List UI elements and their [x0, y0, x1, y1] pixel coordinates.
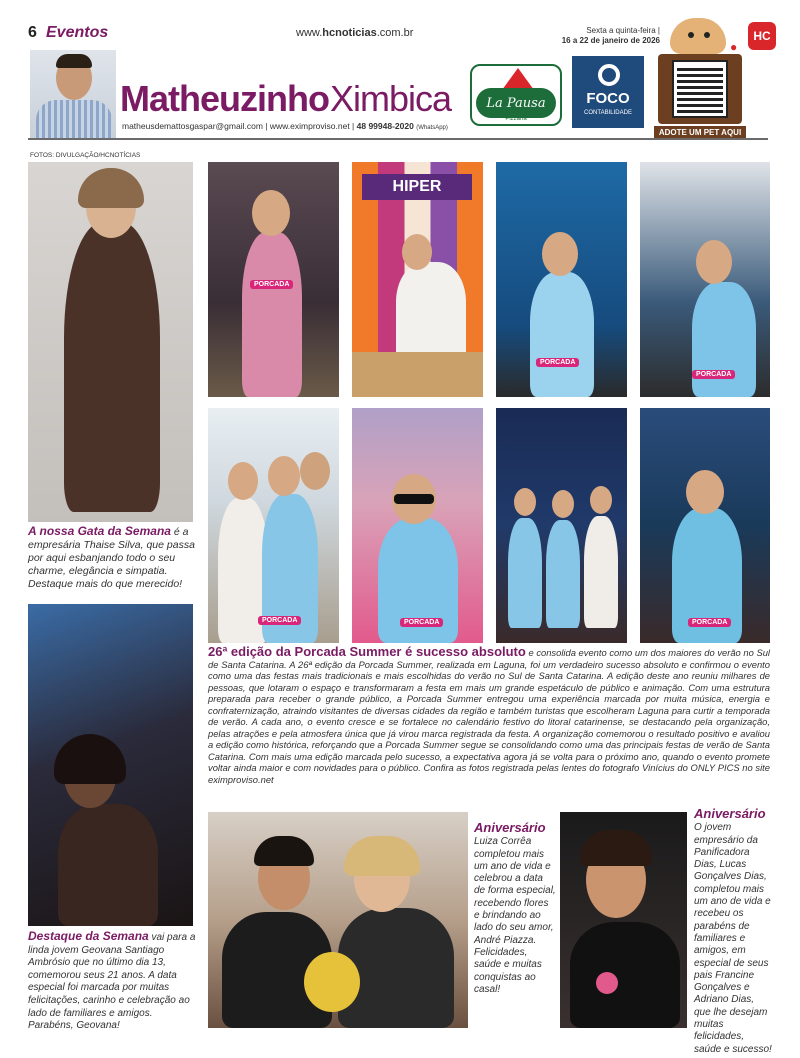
columnist-contact — [122, 121, 448, 131]
destaque-caption — [28, 930, 196, 1033]
section-title: Eventos — [46, 24, 109, 41]
sponsor-foco-logo[interactable] — [572, 56, 644, 128]
header-divider — [28, 138, 768, 140]
page-number: 6 — [28, 24, 37, 41]
contact-phone[interactable]: 48 99948-2020 — [356, 121, 414, 131]
gata-text: é a empresária Thaise Silva, que passa por aqui esbanjando todo o seu charme, elegância e simpatia. Destaque mais do que merecido! — [28, 526, 195, 590]
porcada-tag: PORCADA — [536, 358, 579, 367]
article-body: e consolida evento como um dos maiores do verão no Sul de Santa Catarina. A 26ª edição da Porcada Summer, realizada em Laguna, foi um verdadeiro sucesso absoluto e confirmou o evento como uma das festas mais tradicionais e mais escolhidas do verão no Sul de Santa Catarina. A edição deste ano reuniu milhares de pessoas, que lotaram o espaço e transformaram a festa em mais um grande espetáculo de público e animação. Com uma estrutura preparada para receber o grande público, a Porcada Summer entregou uma experiência marcada por muita música, energia e confraternização, atraindo visitantes de diversas cidades da região e também turistas que escolheram Laguna para curtir a temporada de verão. A cada ano, o evento cresce e se fortalece no calendário festivo do litoral catarinense, se destacando pela organização, pelas atrações e pela atmosfera única que já virou marca registrada da festa. A organização comemorou o resultado positivo e avaliou a edição como histórica, reforçando que a Porcada Summer segue se consolidando como uma das principais festas de verão de Santa Catarina. Com mais uma edição marcada pelo sucesso, a expectativa agora já se volta para o próximo ano, quando o evento promete voltar ainda maior e com novidades para o público. Confira as fotos registrada pelas lentes do fotografo Vinícius do ONLY PICS no site eximproviso.net — [208, 647, 771, 785]
photo-credit: FOTOS: DIVULGAÇÃO/HCNOTÍCIAS — [30, 152, 141, 159]
photo-porcada-4 — [640, 162, 770, 397]
article-headline: 26ª edição da Porcada Summer é sucesso absoluto — [208, 644, 526, 659]
aniversario-title: Aniversário — [474, 820, 546, 835]
site-url-prefix: www. — [296, 27, 323, 39]
photo-porcada-2: HIPER — [352, 162, 483, 397]
photo-gata-da-semana — [28, 162, 193, 522]
porcada-article — [208, 646, 770, 785]
destaque-text: vai para a linda jovem Geovana Santiago Ambrósio que no último dia 13, comemorou seus 21 anos. A data especial foi marcada por muitas felicitações, carinho e celebração ao lado de familiares e amigos. Parabéns, Geovana! — [28, 932, 196, 1032]
foco-sub: CONTABILIDADE — [584, 110, 632, 116]
columnist-last-name: Ximbica — [330, 78, 452, 119]
photo-porcada-6 — [352, 408, 483, 643]
foco-ring-icon — [598, 64, 620, 86]
contact-phone-note: (WhatsApp) — [416, 125, 448, 131]
dog-icon — [670, 18, 726, 54]
gata-title: A nossa Gata da Semana — [28, 524, 171, 538]
aniversario-title: Aniversário — [694, 806, 766, 821]
hc-logo: HC — [748, 22, 776, 50]
aniversario-lucas-caption — [694, 808, 772, 1056]
porcada-tag: PORCADA — [250, 280, 293, 289]
porcada-tag: PORCADA — [692, 370, 735, 379]
photo-aniversario-lucas — [560, 812, 687, 1028]
issue-days: Sexta a quinta-feira | — [586, 26, 660, 35]
photo-porcada-1 — [208, 162, 339, 397]
sponsor-pet-ad[interactable] — [654, 18, 746, 140]
paw-icon: ● — [730, 40, 738, 54]
porcada-tag: PORCADA — [688, 618, 731, 627]
aniversario-lucas-text: O jovem empresário da Panificadora Dias, Lucas Gonçalves Dias, completou mais um ano de vida e recebeu os parabéns de familiares e amigos, em especial de seus pais Francine Gonçalves e Adriano Dias, que lhe desejam muitas felicidades, saúde e sucesso! — [694, 822, 772, 1055]
issue-dates: 16 a 22 de janeiro de 2026 — [561, 36, 660, 45]
sponsor-la-pausa-logo[interactable] — [470, 64, 562, 126]
la-pausa-sub: Pizzaria — [505, 116, 527, 122]
porcada-tag: PORCADA — [258, 616, 301, 625]
photo-porcada-5 — [208, 408, 339, 643]
site-url-brand: hcnoticias — [322, 27, 377, 39]
site-url[interactable] — [296, 27, 413, 39]
photo-porcada-8 — [640, 408, 770, 643]
la-pausa-name: La Pausa — [476, 88, 556, 118]
porcada-tag: PORCADA — [400, 618, 443, 627]
gata-caption — [28, 525, 196, 591]
issue-info — [560, 26, 660, 46]
columnist-first-name: Matheuzinho — [120, 78, 329, 119]
destaque-title: Destaque da Semana — [28, 929, 149, 943]
qr-code[interactable] — [658, 54, 742, 124]
pizza-slice-icon — [502, 68, 534, 90]
columnist-photo — [30, 50, 116, 138]
aniversario-luiza-caption — [474, 822, 556, 996]
photo-porcada-7 — [496, 408, 627, 643]
photo-destaque-da-semana — [28, 604, 193, 926]
pet-ad-label: ADOTE UM PET AQUI — [654, 126, 746, 139]
foco-name: FOCO — [586, 90, 630, 107]
contact-email-site[interactable]: matheusdemattosgaspar@gmail.com | www.eximproviso.net | — [122, 121, 355, 131]
photo-porcada-3 — [496, 162, 627, 397]
photo-aniversario-luiza — [208, 812, 468, 1028]
site-url-suffix: .com.br — [376, 27, 414, 39]
aniversario-luiza-text: Luiza Corrêa completou mais um ano de vida e celebrou a data de forma especial, recebendo flores e brindando ao lado do seu amor, André Piazza. Felicidades, saúde e muitas conquistas ao casal! — [474, 836, 556, 995]
